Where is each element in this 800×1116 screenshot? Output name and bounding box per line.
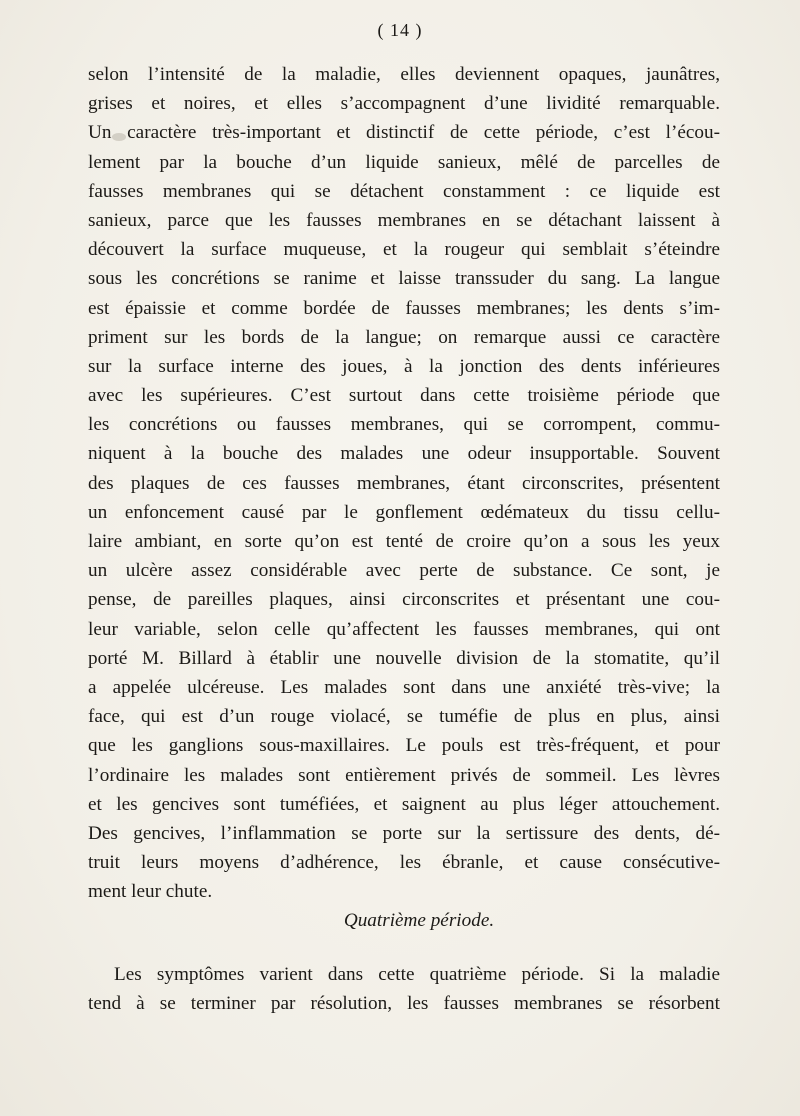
text-line: avec les supérieures. C’est surtout dans cette troisième période que [88, 385, 720, 407]
text-line: lement par la bouche d’un liquide sanieux, mêlé de parcelles de [88, 151, 720, 173]
section-gap [88, 936, 720, 960]
text-line: priment sur les bords de la langue; on remarque aussi ce caractère [88, 326, 720, 348]
text-line: selon l’intensité de la maladie, elles deviennent opaques, jaunâtres, [88, 64, 720, 85]
text-line: découvert la surface muqueuse, et la rougeur qui semblait s’éteindre [88, 239, 720, 261]
text-line: pense, de pareilles plaques, ainsi circonscrites et présentant une cou- [88, 589, 720, 611]
text-line: Des gencives, l’inflammation se porte sur la sertissure des dents, dé- [88, 822, 720, 844]
text-line: et les gencives sont tuméfiées, et saignent au plus léger attouchement. [88, 793, 720, 815]
text-line: sur la surface interne des joues, à la jonction des dents inférieures [88, 355, 720, 377]
text-line: leur variable, selon celle qu’affectent les fausses membranes, qui ont [88, 618, 720, 640]
text-line: que les ganglions sous-maxillaires. Le pouls est très-fréquent, et pour [88, 735, 720, 757]
body-text [88, 60, 720, 1018]
text-line: les concrétions ou fausses membranes, qui se corrompent, commu- [88, 414, 720, 436]
text-line: l’ordinaire les malades sont entièrement privés de sommeil. Les lèvres [88, 764, 720, 786]
text-line: niquent à la bouche des malades une odeur insupportable. Souvent [88, 443, 720, 465]
section-heading: Quatrième période. [343, 910, 495, 932]
text-line: grises et noires, et elles s’accompagnent d’une lividité remarquable. [88, 93, 720, 115]
text-line: un ulcère assez considérable avec perte de substance. Ce sont, je [88, 560, 720, 582]
text-line: Un caractère très-important et distinctif de cette période, c’est l’écou- [88, 122, 720, 144]
text-line: fausses membranes qui se détachent constamment : ce liquide est [88, 180, 720, 202]
text-line: truit leurs moyens d’adhérence, les ébranle, et cause consécutive- [88, 852, 720, 874]
text-line: sanieux, parce que les fausses membranes en se détachant laissent à [88, 209, 720, 231]
text-line: laire ambiant, en sorte qu’on est tenté de croire qu’on a sous les yeux [88, 531, 720, 552]
text-line: des plaques de ces fausses membranes, étant circonscrites, présentent [88, 472, 720, 494]
paragraph-2 [88, 960, 720, 1018]
text-line: a appelée ulcéreuse. Les malades sont dans une anxiété très-vive; la [88, 676, 720, 698]
page-number: ( 14 ) [377, 20, 423, 40]
text-line: ment leur chute. [88, 881, 213, 903]
text-line: tend à se terminer par résolution, les fausses membranes se résorbent [88, 992, 720, 1014]
text-line: un enfoncement causé par le gonflement œdémateux du tissu cellu- [88, 501, 720, 523]
text-line: Les symptômes varient dans cette quatrième période. Si la maladie [114, 963, 720, 985]
paragraph-1 [88, 60, 720, 906]
text-line: est épaissie et comme bordée de fausses membranes; les dents s’im- [88, 297, 720, 319]
text-line: sous les concrétions se ranime et laisse transsuder du sang. La langue [88, 268, 720, 290]
text-line: porté M. Billard à établir une nouvelle division de la stomatite, qu’il [88, 647, 720, 669]
text-line: face, qui est d’un rouge violacé, se tuméfie de plus en plus, ainsi [88, 706, 720, 728]
